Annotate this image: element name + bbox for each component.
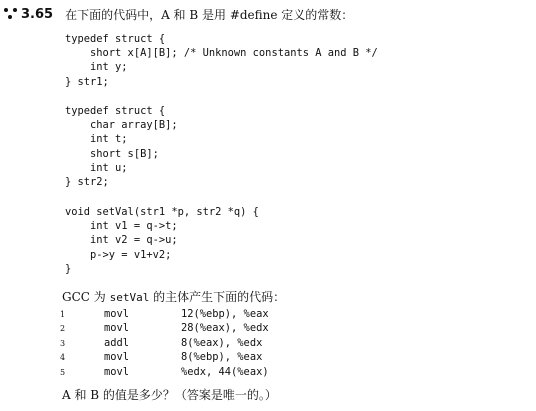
difficulty-dots-icon (4, 8, 18, 20)
gcc-sentence (62, 288, 285, 305)
asm-operands: 28(%eax), %edx (181, 322, 269, 334)
function-name: setVal (109, 291, 150, 304)
line-number: 2 (60, 324, 66, 333)
asm-opcode: movl (104, 308, 130, 320)
line-number: 1 (60, 310, 66, 319)
problem-header (4, 5, 353, 23)
asm-opcode: movl (104, 366, 130, 378)
asm-operands: %edx, 44(%eax) (181, 366, 269, 378)
gcc-sentence-before: GCC 为 (62, 290, 106, 304)
asm-opcode: movl (104, 322, 130, 334)
line-number: 5 (60, 368, 66, 377)
asm-opcode: addl (104, 337, 130, 349)
asm-operands: 8(%eax), %edx (181, 337, 263, 349)
code-block-setval: void setVal(str1 *p, str2 *q) { int v1 = q->t; int v2 = q->u; p->y = v1+v2; } (65, 206, 259, 275)
problem-number: 3.65 (21, 6, 54, 22)
asm-operands: 12(%ebp), %eax (181, 308, 269, 320)
line-number: 3 (60, 339, 66, 348)
question-text: A 和 B 的值是多少？（答案是唯一的。） (62, 388, 277, 402)
gcc-sentence-after: 的主体产生下面的代码： (153, 290, 286, 304)
problem-statement: 在下面的代码中，A 和 B 是用 #define 定义的常数： (65, 7, 354, 22)
code-block-str2: typedef struct { char array[B]; int t; short s[B]; int u; } str2; (65, 105, 178, 189)
line-number: 4 (60, 353, 66, 362)
asm-opcode: movl (104, 351, 130, 363)
asm-operands: 8(%ebp), %eax (181, 351, 263, 363)
code-block-str1: typedef struct { short x[A][B]; /* Unknown constants A and B */ int y; } str1; (65, 33, 378, 88)
